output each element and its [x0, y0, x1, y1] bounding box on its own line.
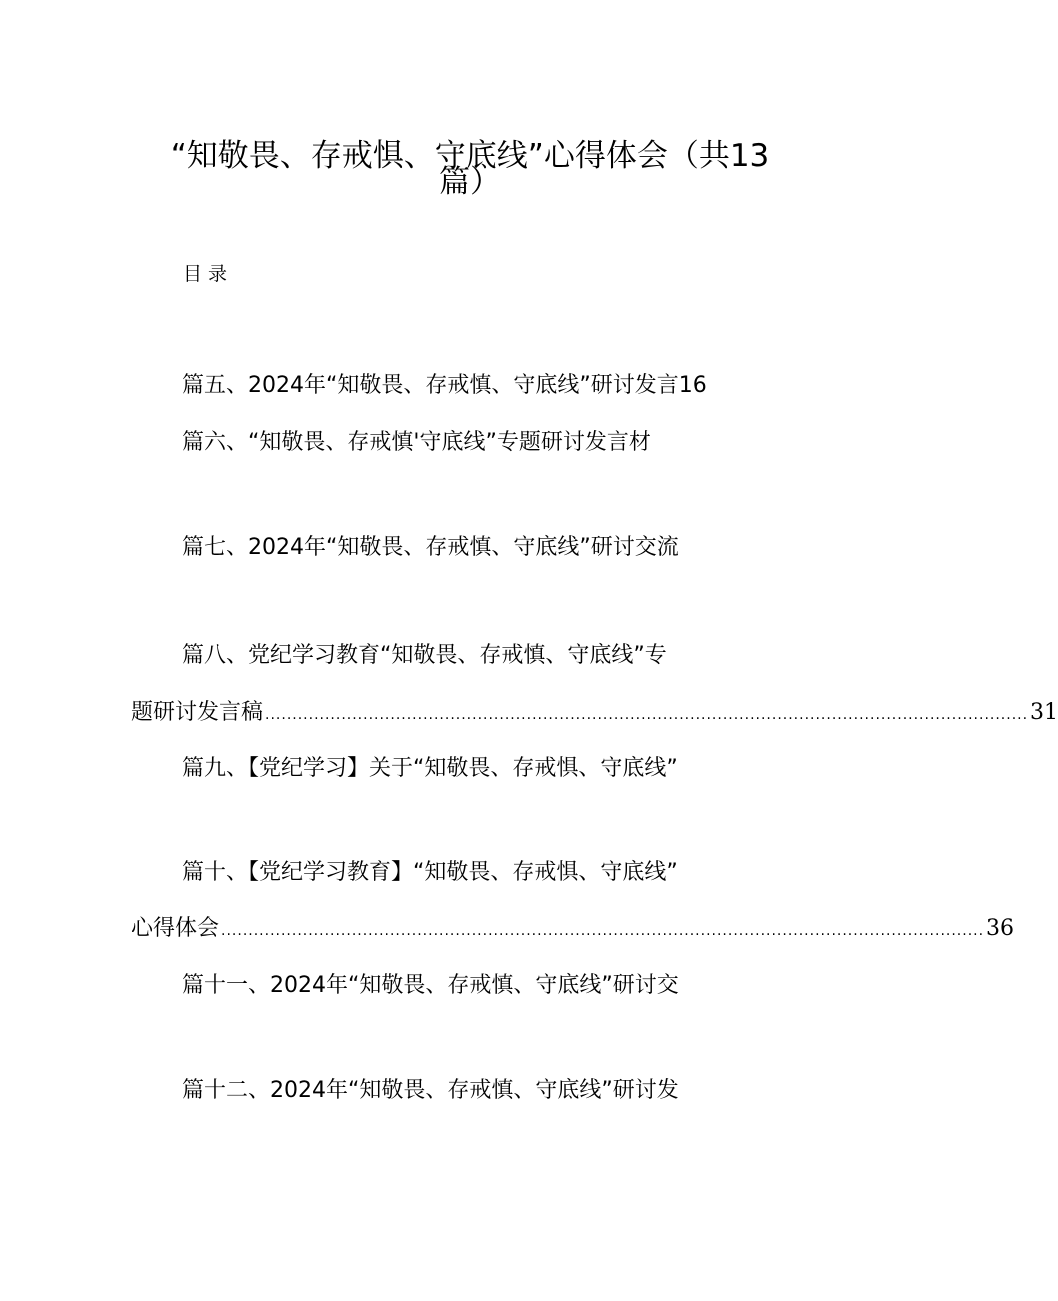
toc-entry-5[interactable]: 篇五、2024年“知敬畏、存戒慎、守底线”研讨发言16 [182, 373, 707, 398]
toc-entry-8-page: 31 [1030, 700, 1058, 725]
toc-entry-11[interactable]: 篇十一、2024年“知敬畏、存戒慎、守底线”研讨交 [182, 973, 679, 998]
dot-leader: ............................................................................................................................................ [221, 923, 985, 939]
toc-entry-6[interactable]: 篇六、“知敬畏、存戒慎'守底线”专题研讨发言材 [182, 430, 651, 455]
toc-entry-10-page: 36 [986, 916, 1015, 941]
toc-entry-9[interactable]: 篇九、【党纪学习】关于“知敬畏、存戒惧、守底线” [182, 756, 678, 781]
toc-entry-8[interactable]: 篇八、党纪学习教育“知敬畏、存戒慎、守底线”专 [182, 643, 667, 668]
toc-heading: 目录 [183, 263, 234, 285]
toc-entry-10-text: 心得体会 [131, 916, 220, 941]
dot-leader: ............................................................................................................................................ [265, 707, 1029, 723]
document-title: “知敬畏、存戒惧、守底线”心得体会（共13 [170, 138, 770, 174]
toc-entry-10[interactable]: 篇十、【党纪学习教育】“知敬畏、存戒惧、守底线” [182, 860, 678, 885]
toc-entry-10-continuation[interactable] [131, 914, 1015, 946]
document-title-continued: 篇） [439, 164, 501, 200]
toc-entry-12[interactable]: 篇十二、2024年“知敬畏、存戒慎、守底线”研讨发 [182, 1078, 679, 1103]
toc-entry-8-continuation[interactable] [131, 698, 1058, 730]
toc-entry-8-text: 题研讨发言稿 [131, 700, 264, 725]
toc-entry-7[interactable]: 篇七、2024年“知敬畏、存戒慎、守底线”研讨交流 [182, 535, 679, 560]
